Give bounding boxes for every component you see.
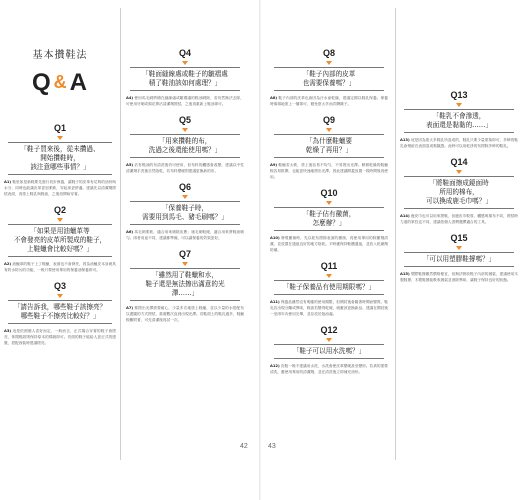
arrow-down-icon xyxy=(326,61,332,65)
section-title: 基本攢鞋法 xyxy=(32,50,88,61)
qa-item-7 xyxy=(126,249,244,323)
answer-text: A4) 使用馬毛刷將積在縫線處或皺褶處的鞋油刷除，若仍然無法去除，可使用牙刷或棉花棒沾清潔劑擦拭，之後再重新上鞋油即可。 xyxy=(126,96,244,106)
question-text: 「鞋子內部的皮革 也需要保養嗎？」 xyxy=(274,67,384,91)
answer-text: A7) 要擦出光澤需要耐心，少量多次地塗上鞋蠟，並以少量的水搭配布以畫圓的方式擦拭，重複數次直到出現光澤。若鞋面上的鞋乳過多，鞋蠟較難附著，可先清潔後再試一次。 xyxy=(126,306,244,322)
question-number: Q8 xyxy=(322,48,335,58)
arrow-down-icon xyxy=(182,195,188,199)
answer-text: A13) 這是因為塗太多鞋乳所造成的，鞋乳只要少量塗抹即可，多餘的鞋乳會殘留在表面造成黏膩感。此時可以用乾淨的布擦除多餘的鞋乳。 xyxy=(400,138,518,148)
qa-item-14 xyxy=(400,157,518,225)
qa-item-10 xyxy=(270,188,388,253)
arrow-down-icon xyxy=(456,170,462,174)
question-text: 「雖然用了鞋蠟和水， 鞋子還是無法擦出滿意的光 澤……」 xyxy=(130,268,240,301)
question-number: Q10 xyxy=(320,188,338,198)
column-rule xyxy=(395,8,396,460)
question-text: 「鞋面縫線處或鞋子的皺褶處 積了鞋油該如何處理？」 xyxy=(130,67,240,91)
answer-text: A2) 油蠟革的鞋子上了鞋蠟，表面也不會發亮，因為油蠟皮本身就具有防水防污的功能，一般只要使用專用的保養油保養即可。 xyxy=(4,262,116,272)
question-text: 「鞋子可以用水洗嗎？」 xyxy=(274,344,384,359)
question-number: Q11 xyxy=(320,261,338,271)
question-text: 「用來攢鞋的布， 洗過之後還能使用嗎？」 xyxy=(130,134,240,158)
answer-text: A5) 沾有鞋油的布清洗後仍可使用，但布料的觸感會改變，建議以中性清潔劑手洗後自然陰乾，若布料變硬則建議更換新的布。 xyxy=(126,163,244,173)
arrow-down-icon xyxy=(456,103,462,107)
qa-item-9 xyxy=(270,115,388,180)
qa-item-12 xyxy=(270,325,388,375)
qa-heading xyxy=(4,69,116,97)
column-4 xyxy=(400,10,518,291)
qa-item-8 xyxy=(270,48,388,107)
arrow-down-icon xyxy=(456,246,462,250)
answer-text: A15) 塑膠鞋撐雖然價格便宜，但無法吸收鞋子內部的濕氣，建議使用木製鞋撐，木製鞋撐能吸收濕氣並消除異味，讓鞋子保持良好的狀態。 xyxy=(400,272,518,282)
qa-item-2 xyxy=(4,205,116,273)
question-text: 「鞋子保養品有使用期限嗎？」 xyxy=(274,280,384,295)
arrow-down-icon xyxy=(326,201,332,205)
qa-item-13 xyxy=(400,90,518,149)
column-2 xyxy=(126,10,244,331)
question-text: 「保養鞋子時， 需要用到馬毛、豬毛刷嗎？」 xyxy=(130,201,240,225)
qa-letter-q: Q xyxy=(31,69,52,96)
answer-text: A14) 鹿皮巾也可以用來擦鞋，但鹿皮巾較厚，觸感與棉布不同，擦拭時力道的掌控也不同，建議依個人習慣選擇適合的工具。 xyxy=(400,214,518,224)
column-rule xyxy=(120,8,121,460)
page-number-left: 42 xyxy=(240,443,248,450)
answer-text: A3) 這是依照個人喜好而定，一般而言，正式場合穿著的鞋子會擦亮，休閒鞋款則保持原本的樣貌即可。亮面的鞋子能給人更正式的感覺，搭配西裝時建議擦亮。 xyxy=(4,329,116,345)
qa-item-3 xyxy=(4,281,116,346)
question-text: 「為什麼鞋蠟要 乾燥了再用？」 xyxy=(274,134,384,158)
question-number: Q12 xyxy=(320,325,338,335)
question-text: 「請告訴我，哪些鞋子該擦亮？ 哪些鞋子不擦亮比較好？」 xyxy=(8,300,112,324)
question-number: Q9 xyxy=(322,115,335,125)
column-1 xyxy=(4,10,116,354)
arrow-down-icon xyxy=(326,338,332,342)
arrow-down-icon xyxy=(182,262,188,266)
question-text: 「可以用塑膠鞋撐嗎？」 xyxy=(404,252,514,267)
question-number: Q6 xyxy=(178,182,191,192)
answer-text: A12) 皮鞋一般不建議用水洗，水洗會使皮革變硬甚至變形。若真的需要清洗，應使用專用的清潔劑，並在清洗後立即補充油份。 xyxy=(270,364,388,374)
question-number: Q3 xyxy=(53,281,66,291)
arrow-down-icon xyxy=(57,136,63,140)
question-number: Q14 xyxy=(450,157,468,167)
question-text: 「鞋子買來後，從未攢過、 開始攢鞋時， 該注意哪些事情？」 xyxy=(8,142,112,175)
question-text: 「鞋乳不會滲透， 表面還是黏黏的……」 xyxy=(404,109,514,133)
answer-text: A10) 發現黴菌時，先以乾布擦除表面的黴菌，再使用專用的除黴劑清潔，並放置在通風良好的地方陰乾。平時應保持鞋櫃通風，並放入乾燥劑防潮。 xyxy=(270,236,388,252)
question-number: Q15 xyxy=(450,233,468,243)
arrow-down-icon xyxy=(326,274,332,278)
column-3 xyxy=(270,10,388,383)
arrow-down-icon xyxy=(326,128,332,132)
answer-text: A11) 保養品雖然沒有明確的使用期限，但開封後會隨著時間而變質。鞋乳若出現分離或異味，鞋油若變得乾硬，就應該更換新品。建議在開封後一至兩年內使用完畢，並存放於陰涼處。 xyxy=(270,300,388,316)
question-number: Q5 xyxy=(178,115,191,125)
question-number: Q13 xyxy=(450,90,468,100)
qa-item-1 xyxy=(4,123,116,197)
qa-item-6 xyxy=(126,182,244,241)
page-number-right: 43 xyxy=(268,443,276,450)
book-gutter xyxy=(259,0,261,500)
question-number: Q2 xyxy=(53,205,66,215)
question-number: Q1 xyxy=(53,123,66,133)
answer-text: A9) 鞋蠟若太軟，塗上後容易不均勻，不易擦出光澤。稍微乾燥的鞋蠟較容易推開，也能更快速地擦出光澤，因此建議開蓋放置一段時間後再使用。 xyxy=(270,163,388,179)
arrow-down-icon xyxy=(182,128,188,132)
arrow-down-icon xyxy=(57,294,63,298)
qa-item-5 xyxy=(126,115,244,174)
question-text: 「如果是用油蠟革等 不會發亮的皮革所製成的鞋子， 上鞋蠟會比較好嗎？」 xyxy=(8,224,112,257)
question-number: Q4 xyxy=(178,48,191,58)
arrow-down-icon xyxy=(182,61,188,65)
qa-item-4 xyxy=(126,48,244,107)
question-text: 「將鞋面擦成鏡面時 所用的棉布， 可以換成鹿毛巾嗎？」 xyxy=(404,176,514,209)
answer-text: A1) 鞋里如是新鞋要先進行初步保養，讓鞋子的皮革有足夠的油份與水分，同時也能讓皮革更加柔軟，穿起來更舒適。建議先以清潔劑擦拭表面，再塗上鞋乳與鞋油，之後再開始穿著。 xyxy=(4,180,116,196)
answer-text: A6) 馬毛刷柔軟，適合用來刷除灰塵；豬毛刷較硬，適合用來將鞋油刷勻。兩者用途不同，建議都準備，可以讓保養的效果更好。 xyxy=(126,230,244,240)
question-number: Q7 xyxy=(178,249,191,259)
qa-letter-a: A xyxy=(69,69,88,96)
qa-item-11 xyxy=(270,261,388,317)
qa-ampersand: & xyxy=(53,72,68,92)
question-text: 「鞋子佔有黴菌， 怎麼辦？」 xyxy=(274,207,384,231)
qa-item-15 xyxy=(400,233,518,283)
answer-text: A8) 鞋子內部的皮革也會因為汗水而乾燥，建議定期以鞋乳保養。保養時薄薄地塗上一層即可，避免塗太多而弄髒襪子。 xyxy=(270,96,388,106)
arrow-down-icon xyxy=(57,218,63,222)
